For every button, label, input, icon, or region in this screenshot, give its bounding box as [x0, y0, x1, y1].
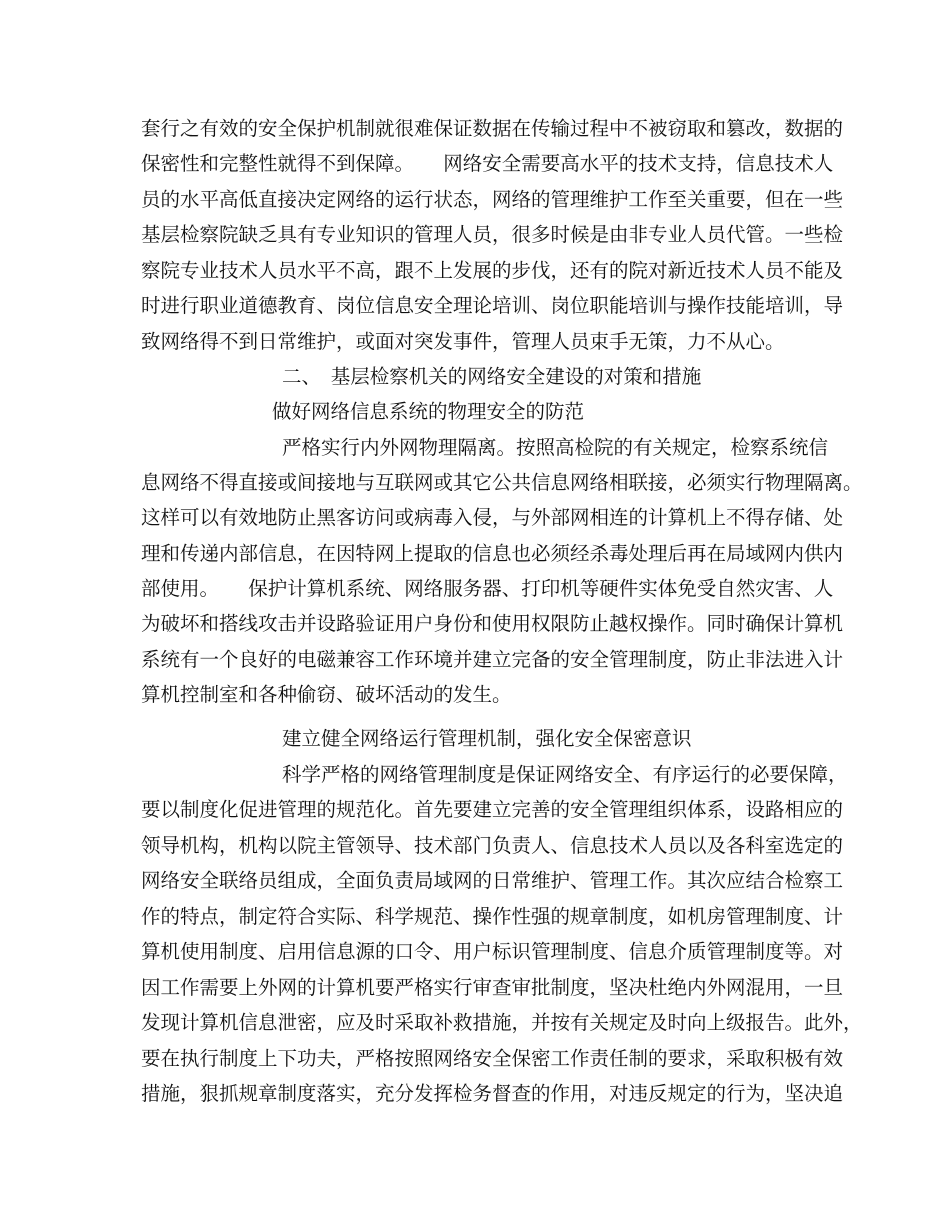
paragraph-line: 措施，狠抓规章制度落实，充分发挥检务督查的作用，对违反规定的行为，坚决追 — [141, 1082, 844, 1105]
paragraph-line: 时进行职业道德教育、岗位信息安全理论培训、岗位职能培训与操作技能培训，导 — [141, 294, 844, 317]
paragraph-line: 要以制度化促进管理的规范化。首先要建立完善的安全管理组织体系，设路相应的 — [141, 798, 844, 821]
paragraph-line: 严格实行内外网物理隔离。按照高检院的有关规定，检察系统信 — [282, 436, 829, 459]
section-heading: 二、 基层检察机关的网络安全建设的对策和措施 — [282, 365, 702, 388]
paragraph-line: 员的水平高低直接决定网络的运行状态，网络的管理维护工作至关重要，但在一些 — [141, 188, 844, 211]
paragraph-line: 网络安全联络员组成，全面负责局域网的日常维护、管理工作。其次应结合检察工 — [141, 869, 844, 892]
paragraph-line: 理和传递内部信息，在因特网上提取的信息也必须经杀毒处理后再在局域网内供内 — [141, 542, 844, 565]
paragraph-line: 科学严格的网络管理制度是保证网络安全、有序运行的必要保障， — [282, 763, 848, 786]
paragraph-line: 部使用。 保护计算机系统、网络服务器、打印机等硬件实体免受自然灾害、人 — [141, 577, 834, 600]
paragraph-line: 套行之有效的安全保护机制就很难保证数据在传输过程中不被窃取和篡改，数据的 — [141, 117, 844, 140]
paragraph-line: 发现计算机信息泄密，应及时采取补救措施，并按有关规定及时向上级报告。此外， — [141, 1011, 863, 1034]
paragraph-line: 算机使用制度、启用信息源的口令、用户标识管理制度、信息介质管理制度等。对 — [141, 940, 844, 963]
paragraph-line: 这样可以有效地防止黑客访问或病毒入侵，与外部网相连的计算机上不得存储、处 — [141, 506, 844, 529]
paragraph-line: 系统有一个良好的电磁兼容工作环境并建立完备的安全管理制度，防止非法进入计 — [141, 648, 844, 671]
paragraph-line: 保密性和完整性就得不到保障。 网络安全需要高水平的技术支持，信息技术人 — [141, 152, 834, 175]
paragraph-line: 察院专业技术人员水平不高，跟不上发展的步伐，还有的院对新近技术人员不能及 — [141, 259, 844, 282]
paragraph-line: 息网络不得直接或间接地与互联网或其它公共信息网络相联接，必须实行物理隔离。 — [141, 471, 863, 494]
subsection-heading: 建立健全网络运行管理机制，强化安全保密意识 — [282, 727, 692, 750]
paragraph-line: 作的特点，制定符合实际、科学规范、操作性强的规章制度，如机房管理制度、计 — [141, 905, 844, 928]
paragraph-line: 致网络得不到日常维护，或面对突发事件，管理人员束手无策，力不从心。 — [141, 330, 785, 353]
paragraph-line: 为破坏和搭线攻击并设路验证用户身份和使用权限防止越权操作。同时确保计算机 — [141, 612, 844, 635]
paragraph-line: 基层检察院缺乏具有专业知识的管理人员，很多时候是由非专业人员代管。一些检 — [141, 223, 844, 246]
subsection-heading: 做好网络信息系统的物理安全的防范 — [272, 400, 585, 423]
paragraph-line: 要在执行制度上下功夫，严格按照网络安全保密工作责任制的要求，采取积极有效 — [141, 1047, 844, 1070]
paragraph-line: 算机控制室和各种偷窃、破坏活动的发生。 — [141, 683, 512, 706]
paragraph-line: 因工作需要上外网的计算机要严格实行审查审批制度，坚决杜绝内外网混用，一旦 — [141, 976, 844, 999]
paragraph-line: 领导机构，机构以院主管领导、技术部门负责人、信息技术人员以及各科室选定的 — [141, 834, 844, 857]
